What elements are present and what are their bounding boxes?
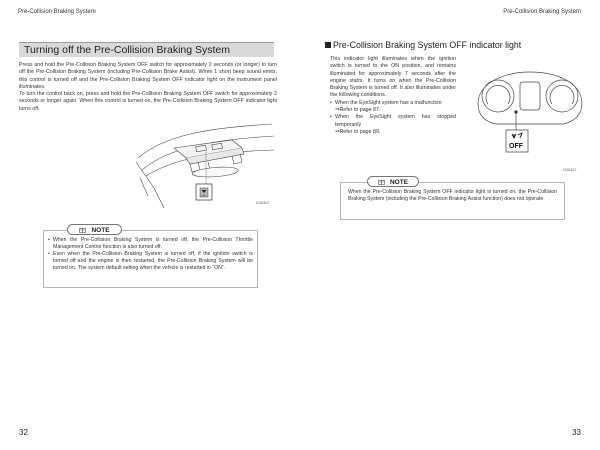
instrument-cluster-illustration	[476, 68, 584, 164]
left-note-tag	[67, 224, 122, 235]
indicator-intro: This indicator light illuminates when the ignition switch is turned to the ON position, and remains illuminated for approximately 7 seconds after the engine starts. It turns on when the Pre-Collision Braking System is turned off. It also illuminates under the following conditions.	[330, 56, 456, 99]
left-page-number: 32	[19, 428, 28, 437]
condition-item	[330, 100, 456, 115]
off-indicator-icon: OFF	[509, 143, 523, 150]
left-figure-code: D3Z407	[256, 201, 270, 205]
overhead-console-illustration	[134, 118, 276, 210]
page-reference-link[interactable]: ⇒Refer to page 89.	[335, 128, 381, 135]
condition-item	[330, 114, 456, 136]
left-note-label: NOTE	[91, 227, 110, 234]
body-paragraph-2: To turn the control back on, press and hold the Pre-Collision Braking System OFF switch for approximately 2 seconds or longer again. When this control is turned on, the Pre-Collision Braking System OFF indicator light turns off.	[19, 91, 277, 112]
right-body-text	[330, 56, 456, 136]
conditions-list	[330, 100, 456, 136]
left-note-list	[48, 237, 253, 273]
note-item: • Even when the Pre-Collision Braking System is turned off, if the ignition switch is turned off and the engine is then restarted, the Pre-Collision Braking System will be turned on. The system default setting when the vehicle is restarted in “ON”.	[48, 251, 253, 272]
right-note-label: NOTE	[389, 179, 409, 186]
right-note-box	[340, 179, 565, 220]
note-book-icon	[378, 179, 385, 185]
page-reference-link[interactable]: ⇒Refer to page 87.	[335, 107, 381, 114]
left-note-box	[43, 227, 258, 288]
right-page-number: 33	[572, 428, 581, 437]
right-note-text: When the Pre-Collision Braking System OFF indicator light is turned on, the Pre-Collision Braking System (including the Pre-Collision Braking Assist function) does not operate.	[348, 189, 557, 203]
sub-heading	[325, 40, 521, 50]
body-paragraph-1: Press and hold the Pre-Collision Braking System OFF switch for approximately 2 seconds (or longer) to turn off the Pre-Collision Braking System (including Pre-Collision Brake Assist). When 1 short beep sound emits, this control is turned off and the Pre-Collision Braking System OFF indicator light on the instrument panel illuminates.	[19, 62, 277, 90]
svg-text:OFF: OFF	[201, 195, 206, 198]
right-note-tag	[367, 176, 419, 187]
right-figure-code: D3Z407	[563, 168, 577, 172]
condition-text: When the EyeSight system has a malfunction	[335, 99, 442, 106]
note-book-icon	[79, 227, 86, 233]
condition-text: When the EyeSight system has stopped temporarily	[335, 114, 456, 128]
right-running-header: Pre-Collision Braking System	[503, 9, 581, 15]
left-body-text	[19, 62, 277, 113]
section-heading: Turning off the Pre-Collision Braking System	[19, 42, 274, 57]
sub-heading-text: Pre-Collision Braking System OFF indicator light	[333, 40, 522, 50]
note-item: • When the Pre-Collision Braking System is turned off, the Pre-Collision Throttle Management Control function is also turned off.	[48, 237, 253, 251]
square-bullet-icon	[325, 42, 331, 48]
left-running-header: Pre-Collision Braking System	[18, 9, 96, 15]
